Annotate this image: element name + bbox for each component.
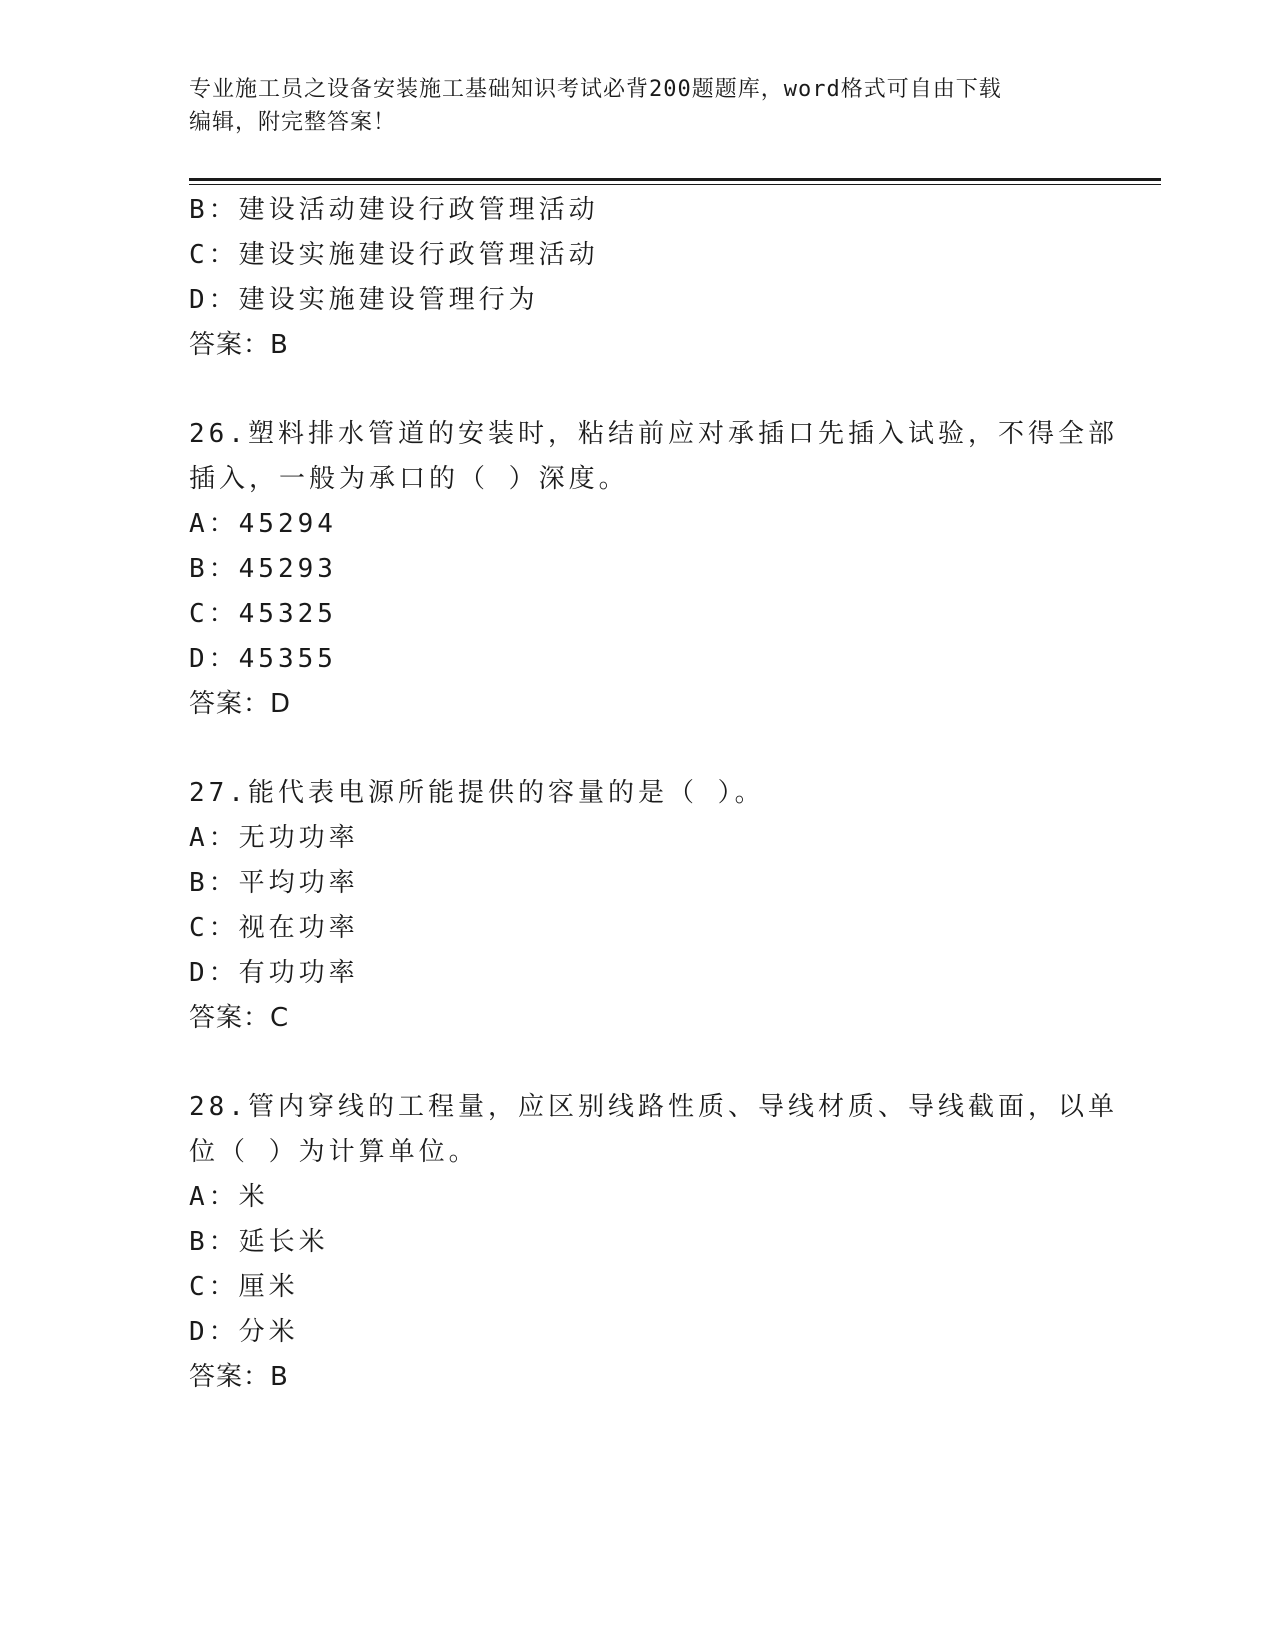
q26-stem-line1: 26.塑料排水管道的安装时，粘结前应对承插口先插入试验，不得全部: [189, 419, 1118, 449]
q26-option-c: C：45325: [189, 599, 337, 629]
document-header: [189, 73, 1089, 139]
q28-answer: 答案：B: [189, 1362, 289, 1392]
q26-option-a: A：45294: [189, 509, 337, 539]
q28-stem-line2: 位（ ）为计算单位。: [189, 1137, 479, 1167]
q26-option-b: B：45293: [189, 554, 337, 584]
q26-stem-line2: 插入，一般为承口的（ ）深度。: [189, 464, 629, 494]
prev-option-b: B：建设活动建设行政管理活动: [189, 195, 599, 225]
q27-stem-line1: 27.能代表电源所能提供的容量的是（ ）。: [189, 778, 765, 808]
header-divider-thick: [189, 178, 1161, 181]
q27-option-a: A：无功功率: [189, 823, 359, 853]
q27-option-c: C：视在功率: [189, 913, 359, 943]
q28-option-b: B：延长米: [189, 1227, 329, 1257]
header-title-line1: 专业施工员之设备安装施工基础知识考试必背200题题库，word格式可自由下载: [189, 77, 1002, 102]
q27-option-d: D：有功功率: [189, 958, 359, 988]
q28-option-a: A：米: [189, 1182, 269, 1212]
q28-stem-line1: 28.管内穿线的工程量，应区别线路性质、导线材质、导线截面，以单: [189, 1092, 1118, 1122]
prev-answer: 答案：B: [189, 330, 289, 360]
q28-option-c: C：厘米: [189, 1272, 299, 1302]
q27-option-b: B：平均功率: [189, 868, 359, 898]
header-title-line2: 编辑，附完整答案！: [189, 110, 397, 135]
q26-answer: 答案：D: [189, 689, 292, 719]
header-divider-thin: [189, 184, 1161, 185]
prev-option-c: C：建设实施建设行政管理活动: [189, 240, 599, 270]
q27-answer: 答案：C: [189, 1003, 290, 1033]
prev-option-d: D：建设实施建设管理行为: [189, 285, 539, 315]
q26-option-d: D：45355: [189, 644, 337, 674]
q28-option-d: D：分米: [189, 1317, 299, 1347]
